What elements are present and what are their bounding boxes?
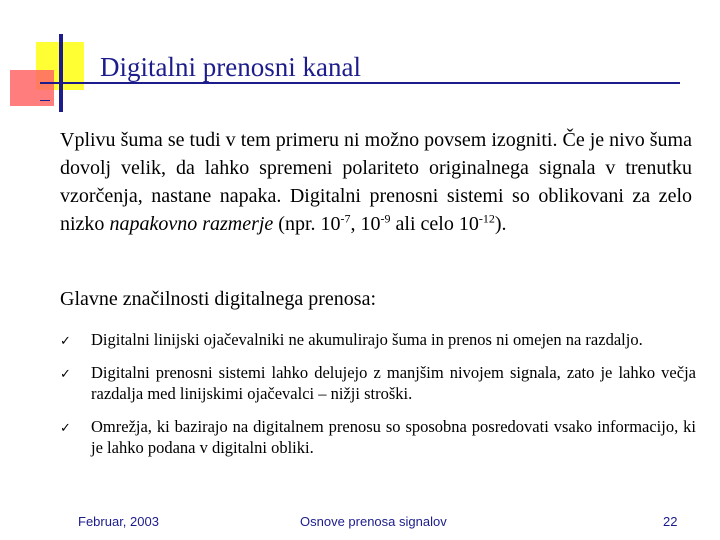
footer-page-number: 22: [663, 514, 678, 529]
bullet-text: Digitalni linijski ojačevalniki ne akumulirajo šuma in prenos ni omejen na razdaljo.: [91, 330, 643, 349]
exponent-3: -12: [478, 211, 495, 226]
exponent-2: -9: [380, 211, 391, 226]
list-item: [60, 329, 696, 350]
exponent-1: -7: [340, 211, 351, 226]
list-item: [60, 362, 696, 404]
body-paragraph: [60, 126, 692, 238]
section-heading: Glavne značilnosti digitalnega prenosa:: [60, 288, 377, 310]
bullet-text: Digitalni prenosni sistemi lahko delujejo z manjšim nivojem signala, zato je lahko večja razdalja med linijskimi ojačevalci – nižji stroški.: [91, 363, 696, 403]
checkmark-icon: ✓: [60, 334, 71, 349]
decor-tick: [40, 100, 50, 101]
paragraph-emphasis: napakovno razmerje: [109, 213, 274, 235]
paragraph-text-after: (npr. 10: [273, 213, 341, 235]
decor-vertical-line: [59, 34, 63, 112]
paragraph-sep-2: ali celo 10: [390, 213, 479, 235]
bullet-text: Omrežja, ki bazirajo na digitalnem prenosu so sposobna posredovati vsako informacijo, ki je lahko podana v digitalni obliki.: [91, 417, 696, 457]
list-item: [60, 416, 696, 458]
paragraph-text: Vplivu šuma se tudi v tem primeru ni možno povsem izogniti. Če je nivo šuma dovolj velik, da lahko spremeni polariteto originalnega signala v trenutku vzorčenja, nastane napaka. Digitalni prenosni sistemi so oblikovani za zelo nizko: [60, 129, 692, 235]
slide-title: Digitalni prenosni kanal: [100, 52, 361, 82]
paragraph-end: ).: [494, 213, 507, 235]
bullet-list: [60, 329, 696, 470]
footer-date: Februar, 2003: [78, 514, 159, 529]
checkmark-icon: ✓: [60, 367, 71, 382]
footer-topic: Osnove prenosa signalov: [300, 514, 447, 529]
checkmark-icon: ✓: [60, 421, 71, 436]
paragraph-sep-1: , 10: [350, 213, 381, 235]
